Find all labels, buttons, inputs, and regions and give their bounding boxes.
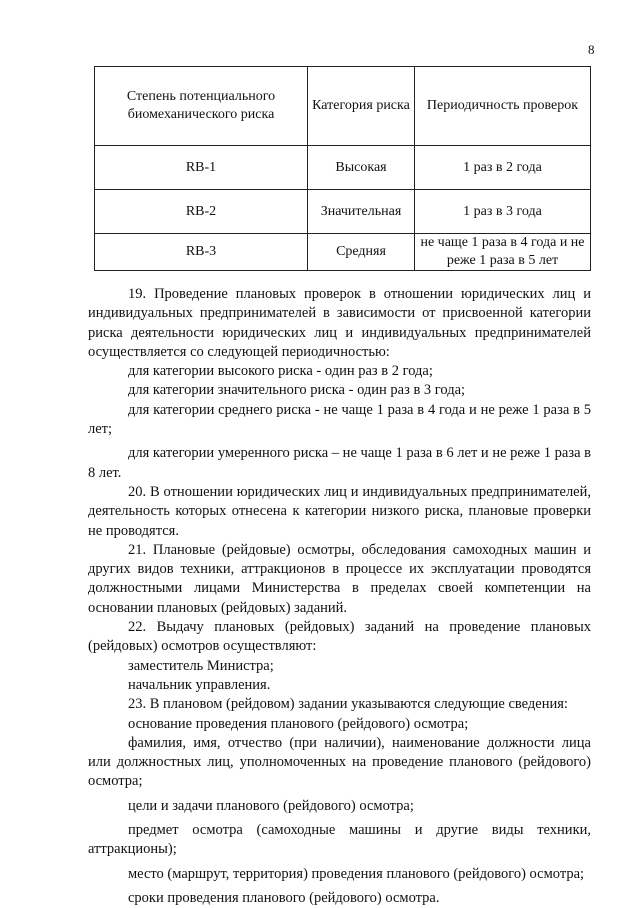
table-row [95,190,591,234]
header-inspection-frequency: Периодичность проверок [415,67,591,146]
table-row [95,234,591,271]
page-number: 8 [588,42,595,57]
list-item: начальник управления. [128,676,271,693]
header-risk-degree: Степень потенциального биомеханического риска [95,67,308,146]
paragraph-20: 20. В отношении юридических лиц и индивидуальных предпринимателей, деятельность которых отнесена к категории низкого риска, плановые проверки не проводятся. [88,483,591,539]
table-row [95,146,591,190]
paragraph-19: 19. Проведение плановых проверок в отношении юридических лиц и индивидуальных предпринимателей в зависимости от присвоенной категории риска деятельности юридических лиц и индивидуальных предпринимателей осуществляется со следующей периодичностью: [88,286,591,360]
cell-risk-degree: RB-1 [95,146,308,190]
cell-risk-degree: RB-2 [95,190,308,234]
list-item: место (маршрут, территория) проведения планового (рейдового) осмотра; [128,865,585,882]
document-body [88,285,591,908]
list-item: для категории высокого риска - один раз в 2 года; [128,363,433,380]
paragraph-23: 23. В плановом (рейдовом) задании указываются следующие сведения: [128,696,568,713]
paragraph-22: 22. Выдачу плановых (рейдовых) заданий на проведение плановых (рейдовых) осмотров осуществляют: [88,619,591,655]
cell-risk-category: Высокая [308,146,415,190]
list-item: заместитель Министра; [128,657,274,674]
list-item: предмет осмотра (самоходные машины и другие виды техники, аттракционы); [88,822,591,858]
cell-risk-degree: RB-3 [95,234,308,271]
list-item: основание проведения планового (рейдового) осмотра; [128,715,469,732]
list-item: цели и задачи планового (рейдового) осмотра; [128,797,414,814]
cell-risk-category: Средняя [308,234,415,271]
list-item: для категории среднего риска - не чаще 1 раза в 4 года и не реже 1 раза в 5 лет; [88,401,591,438]
table-header-row [95,67,591,146]
list-item: для категории умеренного риска – не чаще 1 раза в 6 лет и не реже 1 раза в 8 лет. [88,445,591,481]
cell-risk-category: Значительная [308,190,415,234]
cell-frequency: 1 раз в 2 года [415,146,591,190]
list-item: для категории значительного риска - один раз в 3 года; [128,382,466,399]
cell-frequency: 1 раз в 3 года [415,190,591,234]
list-item: сроки проведения планового (рейдового) осмотра. [128,889,440,906]
risk-periodicity-table [94,66,591,271]
list-item: фамилия, имя, отчество (при наличии), наименование должности лица или должностных лиц, уполномоченных на проведение планового (рейдового) осмотра; [88,734,591,790]
paragraph-21: 21. Плановые (рейдовые) осмотры, обследования самоходных машин и других видов техники, аттракционов в процессе их эксплуатации проводятся должностными лицами Министерства в пределах своей компетенции на основании плановых (рейдовых) заданий. [88,541,591,616]
header-risk-category: Категория риска [308,67,415,146]
cell-frequency: не чаще 1 раза в 4 года и не реже 1 раза в 5 лет [415,234,591,271]
